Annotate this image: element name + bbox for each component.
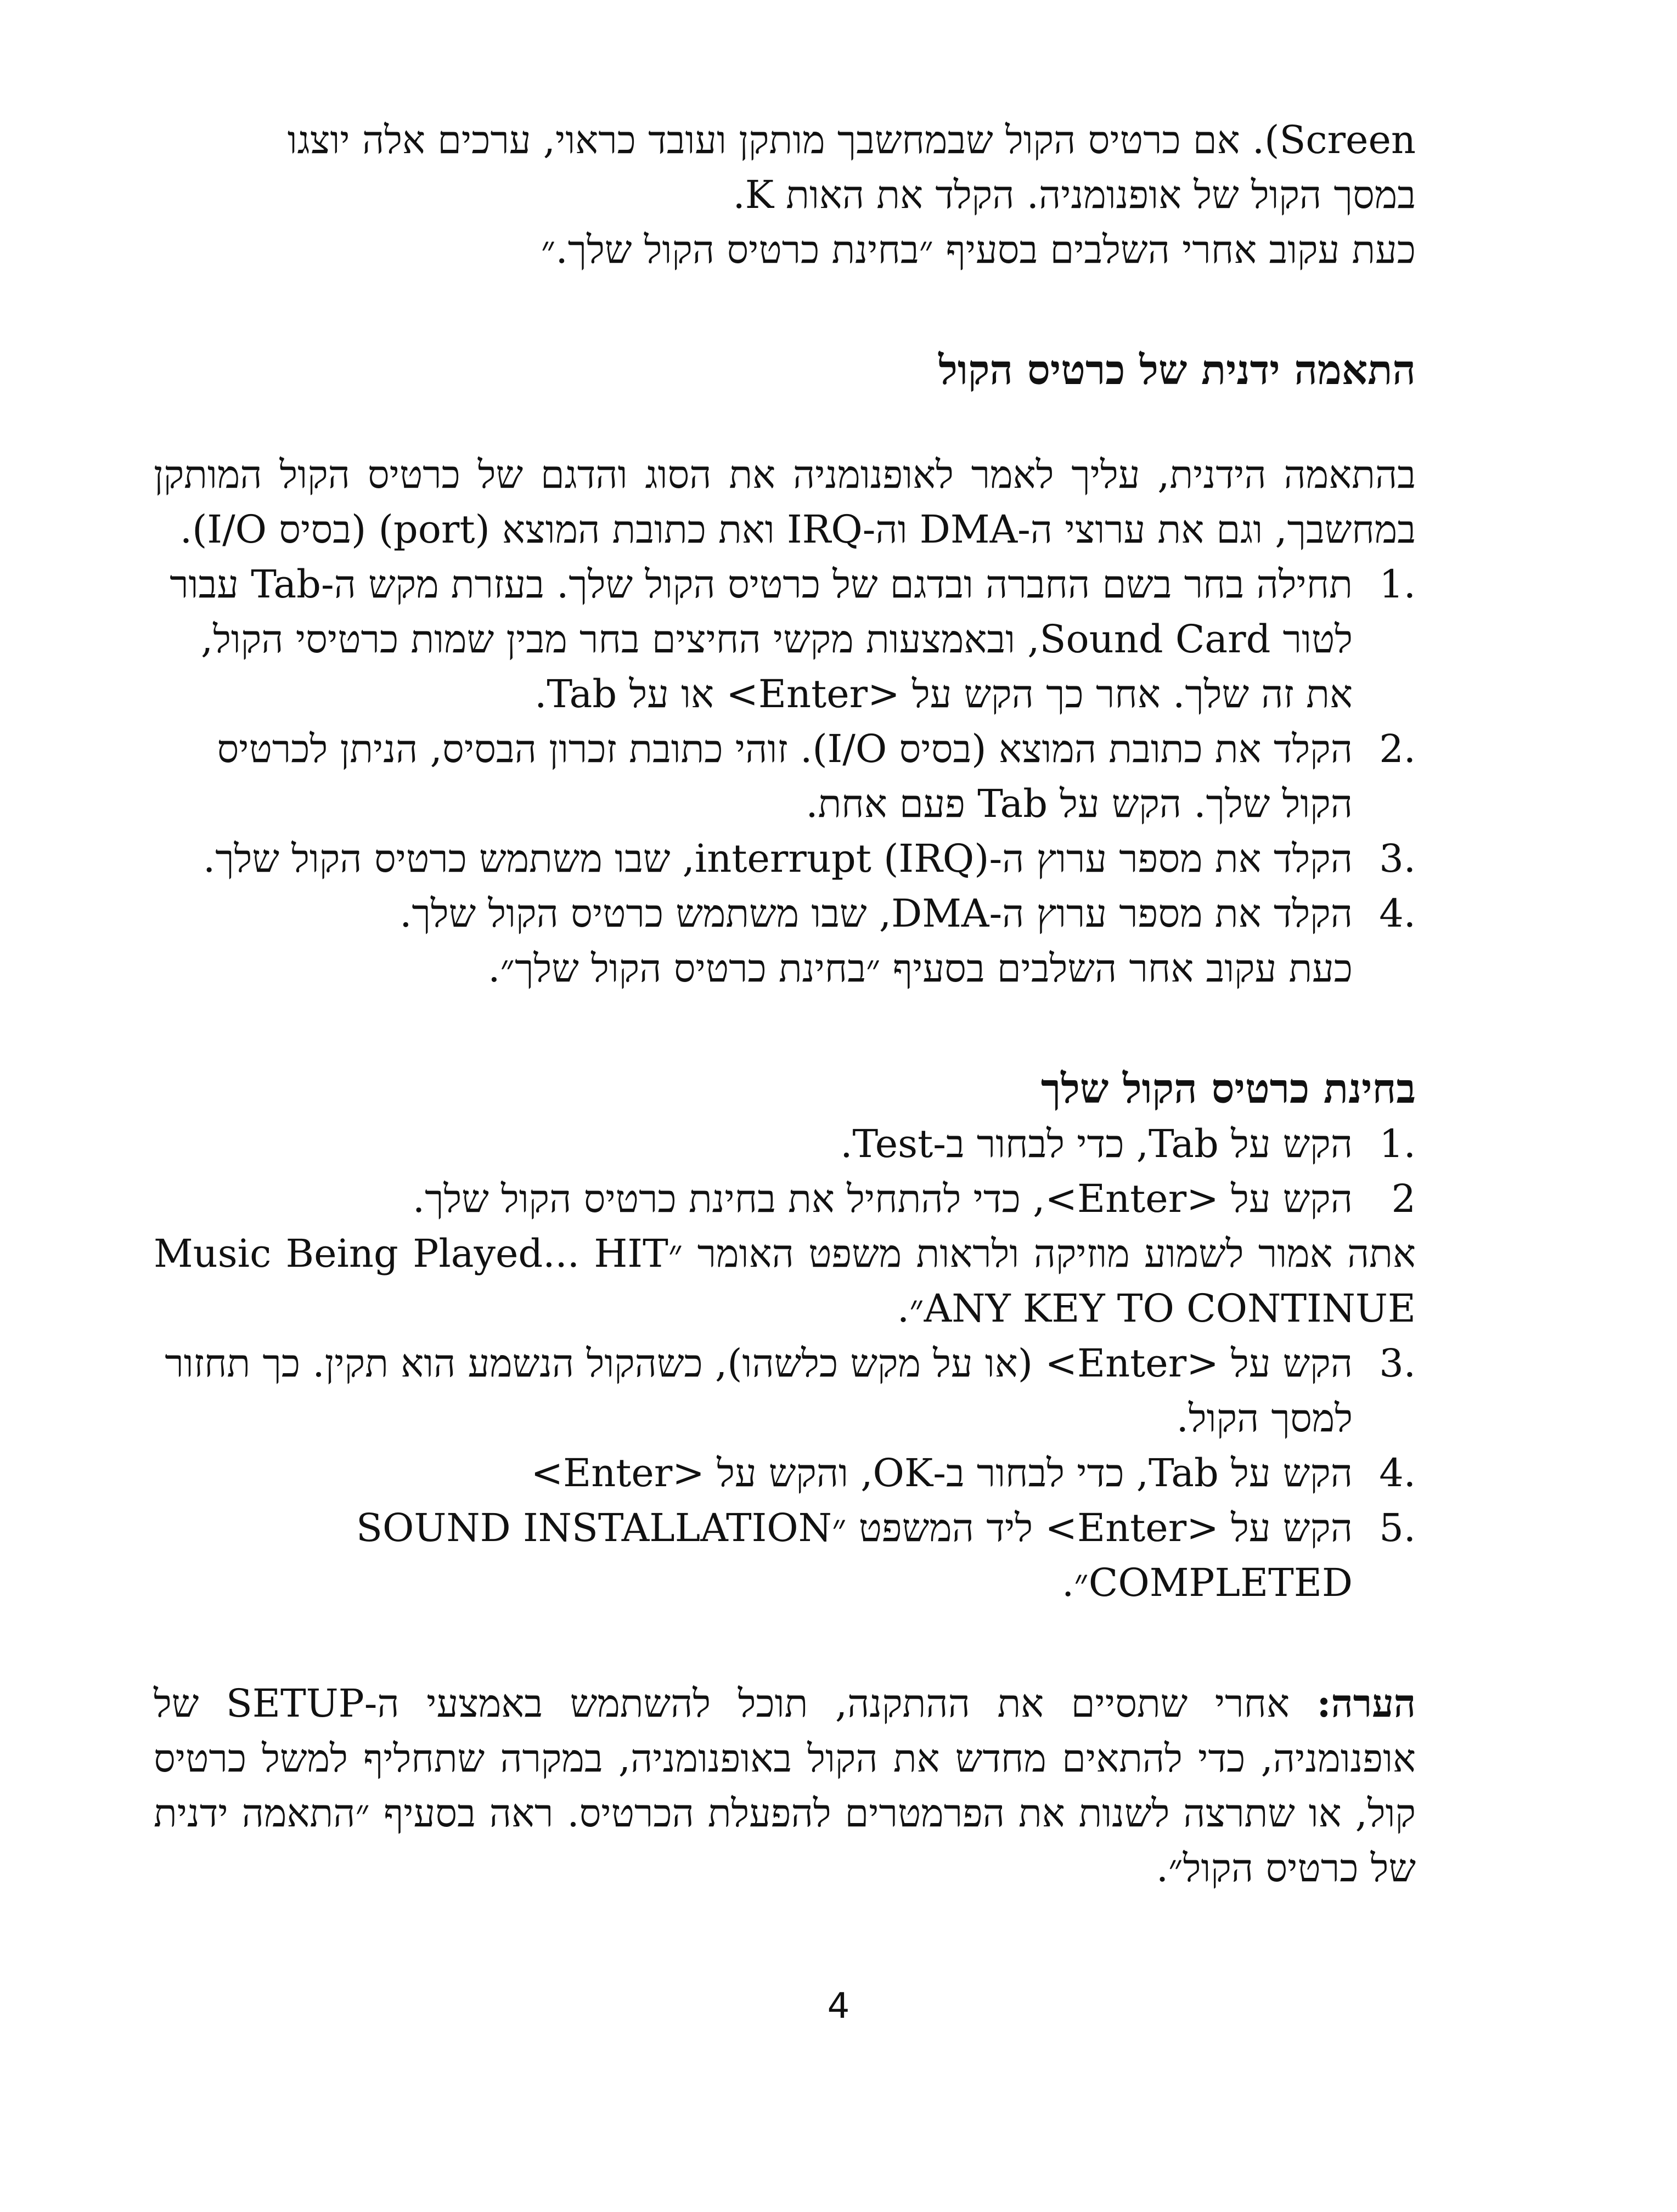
list-item [154,1500,1416,1610]
list-item [154,1336,1416,1446]
intro-line-2: במסך הקול של אופנומניה. הקלד את האות K. [733,172,1416,217]
note-label: הערה: [1316,1680,1416,1726]
step-number: 4. [1379,891,1416,936]
step-number: 3. [1379,836,1416,881]
step-number: 2. [1379,726,1416,771]
manual-heading: התאמה ידנית של כרטיס הקול [938,347,1416,394]
step-text: הקש על <Enter> (או על מקש כלשהו), כשהקול הנשמע הוא תקין. כך תחזור למסך הקול. [165,1341,1353,1441]
step-number: 1. [1379,562,1416,607]
step-number: 5. [1379,1505,1416,1550]
test-heading: בחינת כרטיס הקול שלך [1040,1065,1416,1113]
step-text: הקלד את מספר ערוץ ה-interrupt (IRQ), שבו משתמש כרטיס הקול שלך. [203,836,1353,881]
list-item [154,721,1416,831]
step-number: 3. [1379,1341,1416,1386]
list-item [154,557,1416,721]
step-text: הקש על Tab, כדי לבחור ב-Test. [840,1121,1353,1166]
test-section [154,1062,1416,1610]
test-steps-list [154,1116,1416,1226]
list-item [154,1446,1416,1500]
note-section [154,1676,1416,1895]
page-number: 4 [827,1986,850,2027]
step-number: 4. [1379,1451,1416,1496]
note-text: אחרי שתסיים את ההתקנה, תוכל להשתמש באמצעי ה-SETUP של אופנומניה, כדי להתאים מחדש את הקול באופנומניה, במקרה שתחליף למשל כרטיס קול, או שתרצה לשנות את הפרמטרים להפעלת הכרטיס. ראה בסעיף ״התאמה ידנית של כרטיס הקול״. [154,1681,1416,1891]
step-text: הקש על <Enter>, כדי להתחיל את בחינת כרטיס הקול שלך. [412,1176,1353,1221]
intro-line-3: כעת עקוב אחרי השלבים בסעיף ״בחינת כרטיס הקול שלך.״ [541,227,1416,272]
music-line: אתה אמור לשמוע מוזיקה ולראות משפט האומר ״Music Being Played... HIT ANY KEY TO CONTINUE״. [154,1231,1416,1331]
manual-paragraph: בהתאמה הידנית, עליך לאמר לאופנומניה את הסוג והדגם של כרטיס הקול המותקן במחשבך, וגם את ערוצי ה-DMA וה-IRQ ואת כתובת המוצא (port) (בסיס I/O). [154,452,1416,552]
step-number: 2 [1391,1176,1416,1221]
list-item [154,1116,1416,1171]
manual-steps-list [154,557,1416,941]
list-item [154,886,1416,941]
step-text: הקלד את מספר ערוץ ה-DMA, שבו משתמש כרטיס הקול שלך. [399,891,1353,936]
list-item [154,831,1416,886]
step-text: תחילה בחר בשם החברה ובדגם של כרטיס הקול שלך. בעזרת מקש ה-Tab עבור לטור Sound Card, ובאמצעות מקשי החיצים בחר מבין שמות כרטיסי הקול, את זה שלך. אחר כך הקש על <Enter> או על Tab. [170,562,1353,716]
list-item [154,1171,1416,1226]
intro-line-1: Screen). אם כרטיס הקול שבמחשבך מותקן ועובד כראוי, ערכים אלה יוצגו [287,117,1416,162]
step-text: הקש על Tab, כדי לבחור ב-OK, והקש על <Enter> [531,1451,1353,1496]
step-text: הקש על <Enter> ליד המשפט ״SOUND INSTALLATION COMPLETED״. [356,1505,1353,1605]
manual-followup: כעת עקוב אחר השלבים בסעיף ״בחינת כרטיס הקול שלך״. [488,946,1353,991]
document-page [154,112,1416,2087]
manual-section [154,343,1416,996]
intro-block [154,112,1416,277]
test-steps-list-continued [154,1336,1416,1610]
step-number: 1. [1379,1121,1416,1166]
step-text: הקלד את כתובת המוצא (בסיס I/O). זוהי כתובת זכרון הבסיס, הניתן לכרטיס הקול שלך. הקש על Tab פעם אחת. [217,726,1353,826]
